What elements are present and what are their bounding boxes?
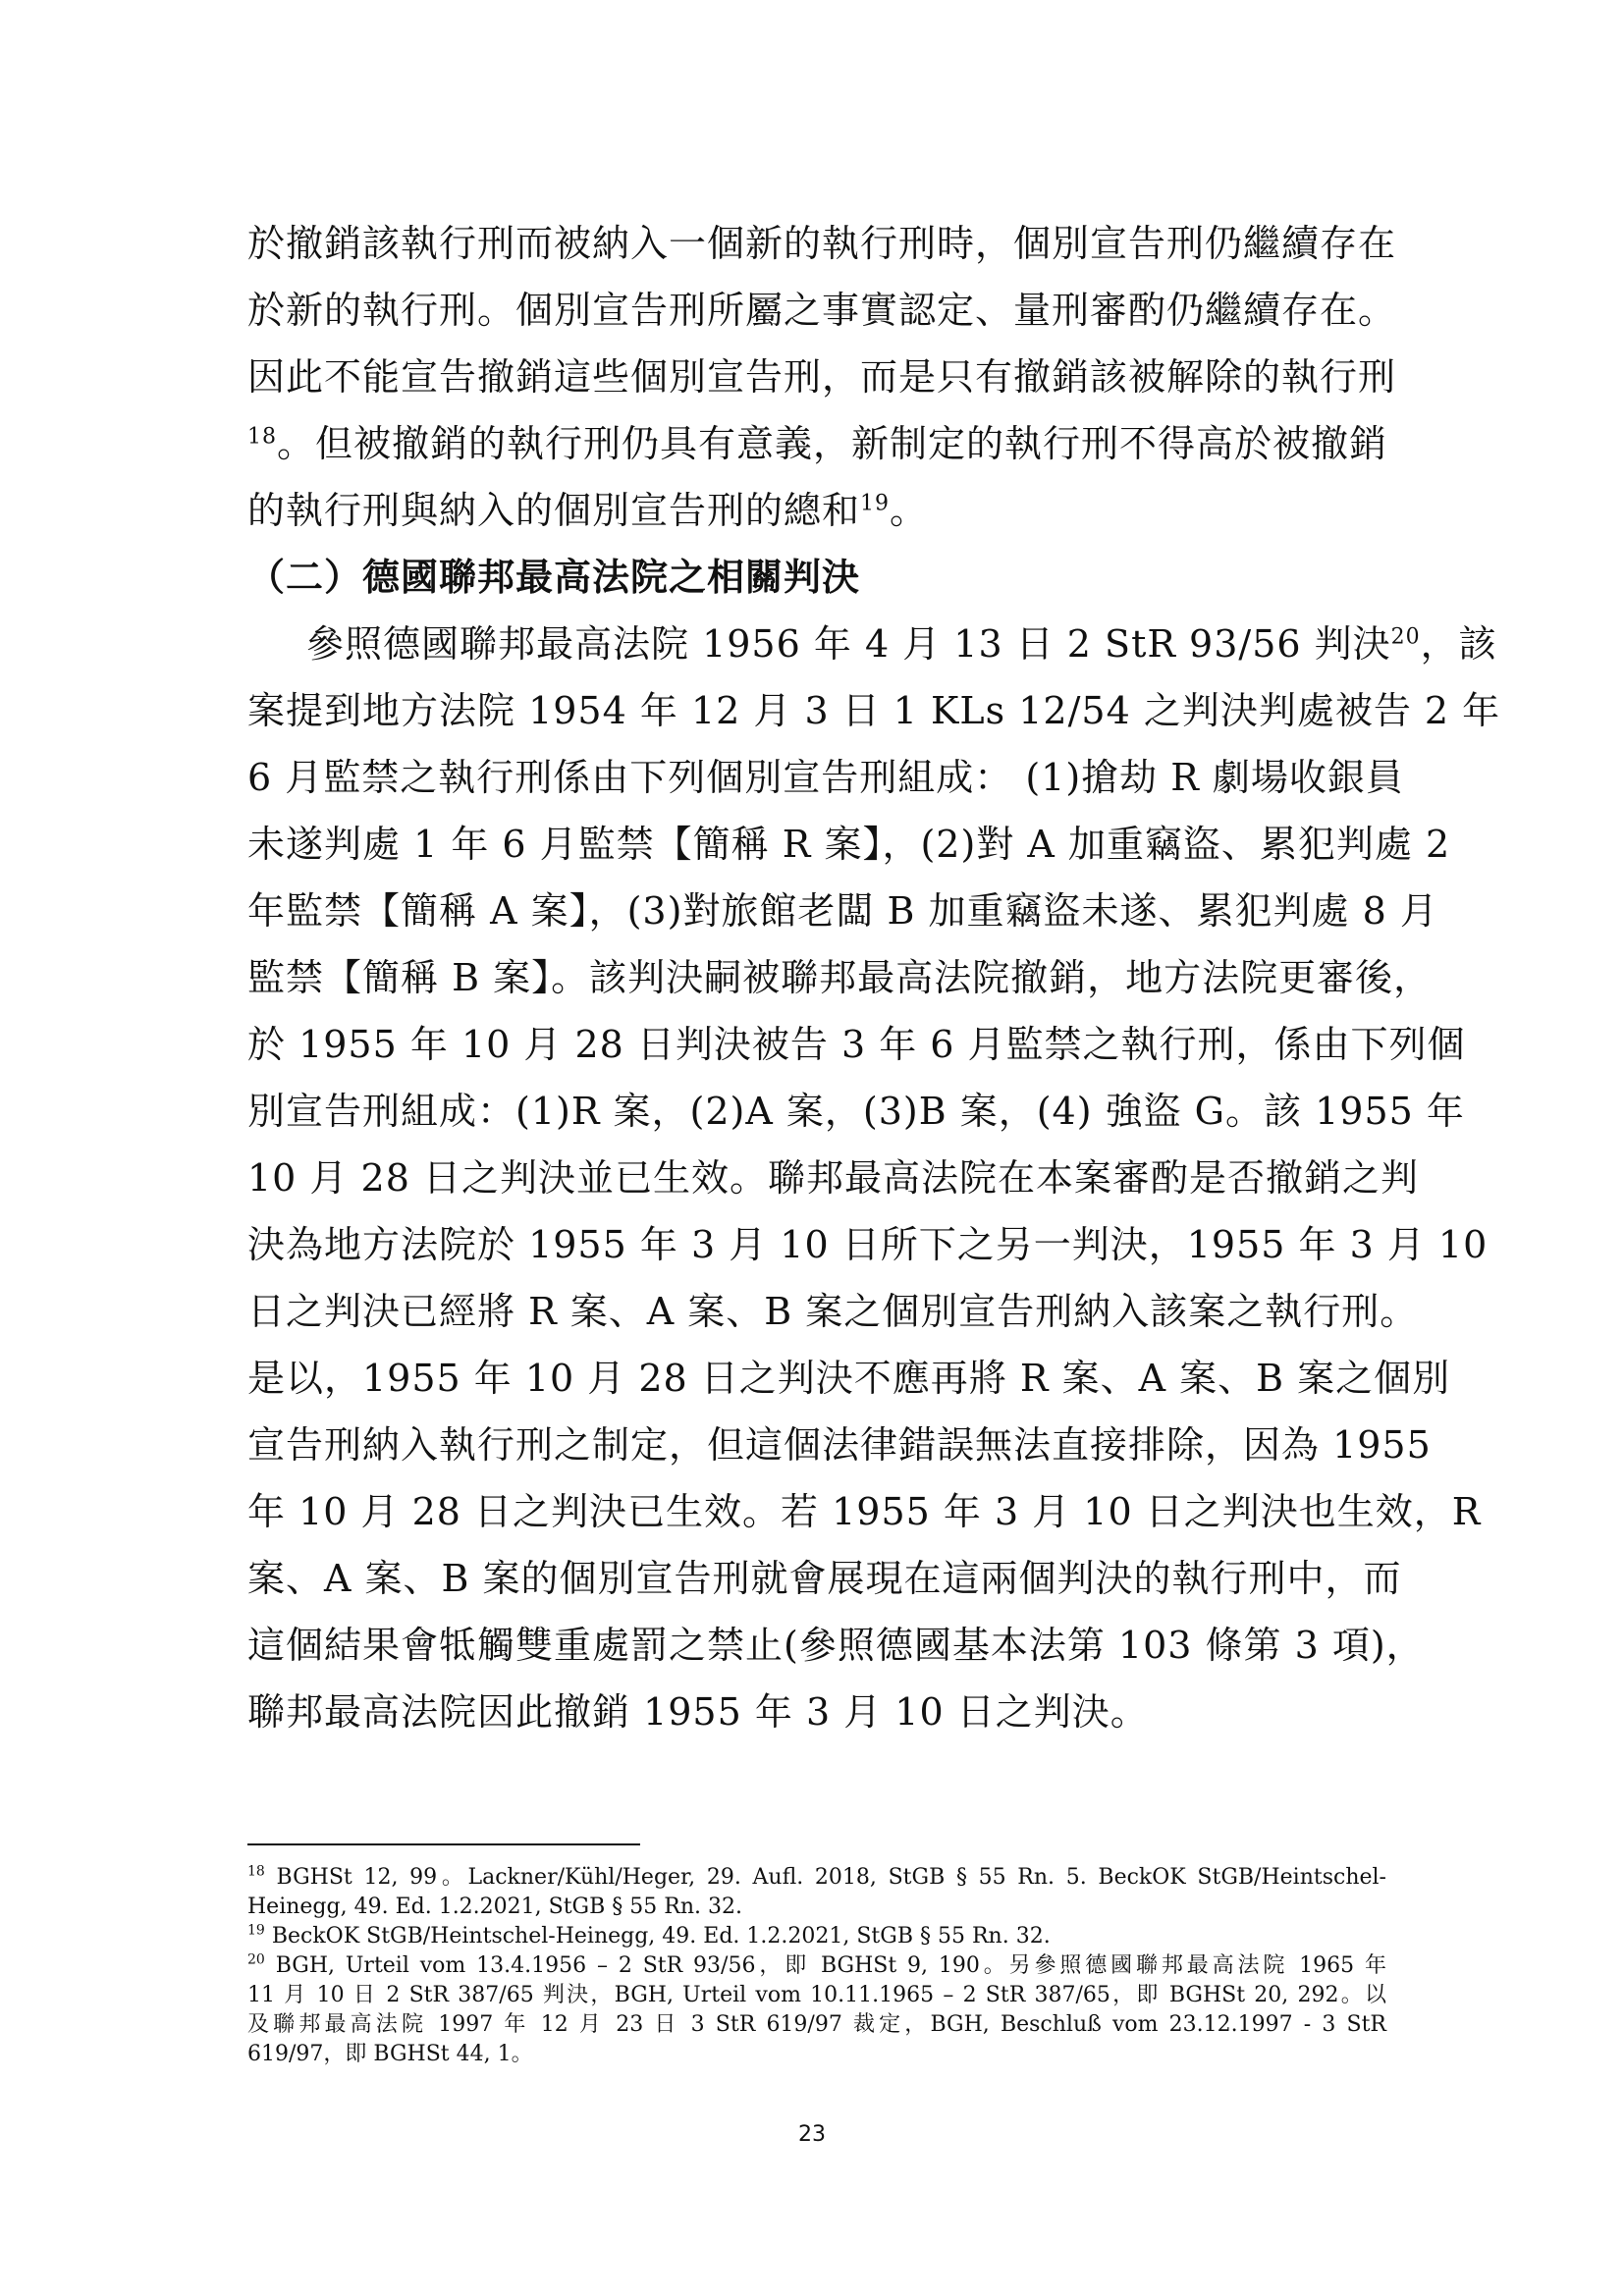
line-text: 。 <box>890 489 929 532</box>
footnote-separator <box>247 1843 640 1845</box>
footnote-ref-18[interactable]: 18 <box>247 424 277 450</box>
footnote-text: BeckOK StGB/Heintschel-Heinegg, 49. Ed. 1.2.2021, StGB § 55 Rn. 32. <box>264 1924 1051 1949</box>
footnote-mark: 19 <box>247 1922 265 1939</box>
paragraph-line: 監禁【簡稱 B 案】。該判決嗣被聯邦最高法院撤銷，地方法院更審後， <box>247 956 1433 999</box>
footnote-mark: 20 <box>247 1951 265 1968</box>
paragraph-line: 於撤銷該執行刑而被納入一個新的執行刑時，個別宣告刑仍繼續存在 <box>247 222 1397 265</box>
paragraph-line: 年 10 月 28 日之判決已生效。若 1955 年 3 月 10 日之判決也生效，R <box>247 1490 1482 1533</box>
section-heading: （二）德國聯邦最高法院之相關判決 <box>247 555 861 599</box>
paragraph-line: 聯邦最高法院因此撤銷 1955 年 3 月 10 日之判決。 <box>247 1690 1149 1734</box>
paragraph-line: 10 月 28 日之判決並已生效。聯邦最高法院在本案審酌是否撤銷之判 <box>247 1156 1419 1200</box>
footnote-ref-19[interactable]: 19 <box>860 491 891 516</box>
main-text <box>247 210 1501 1745</box>
footnote-18 <box>247 1863 1386 1893</box>
paragraph-line: 案、A 案、B 案的個別宣告刑就會展現在這兩個判決的執行刑中，而 <box>247 1557 1402 1600</box>
paragraph-line <box>247 477 1386 544</box>
footnote-20-cont: 及聯邦最高法院 1997 年 12 月 23 日 3 StR 619/97 裁定，BGH, Beschluß vom 23.12.1997 - 3 StR <box>247 2012 1386 2037</box>
footnote-text: BGHSt 12, 99。Lackner/Kühl/Heger, 29. Aufl. 2018, StGB § 55 Rn. 5. BeckOK StGB/Heintschel- <box>264 1865 1386 1890</box>
footnote-18-cont: Heinegg, 49. Ed. 1.2.2021, StGB § 55 Rn. 32. <box>247 1895 742 1919</box>
line-text: ，該 <box>1420 622 1497 666</box>
footnote-19 <box>247 1922 1386 1951</box>
paragraph-line: 6 月監禁之執行刑係由下列個別宣告刑組成： (1)搶劫 R 劇場收銀員 <box>247 756 1404 799</box>
paragraph-line: 未遂判處 1 年 6 月監禁【簡稱 R 案】，(2)對 A 加重竊盜、累犯判處 2 <box>247 823 1451 866</box>
footnote-20 <box>247 1951 1386 1981</box>
page-number: 23 <box>798 2122 826 2147</box>
paragraph-line: 於 1955 年 10 月 28 日判決被告 3 年 6 月監禁之執行刑，係由下列個 <box>247 1023 1466 1066</box>
paragraph-line <box>247 410 1386 477</box>
line-text: 的執行刑與納入的個別宣告刑的總和 <box>247 489 861 532</box>
paragraph-line <box>247 611 1497 677</box>
footnote-ref-20[interactable]: 20 <box>1390 624 1421 650</box>
paragraph-line: 宣告刑納入執行刑之制定，但這個法律錯誤無法直接排除，因為 1955 <box>247 1423 1432 1467</box>
paragraph-line: 是以，1955 年 10 月 28 日之判決不應再將 R 案、A 案、B 案之個別 <box>247 1357 1451 1400</box>
paragraph-line: 別宣告刑組成：(1)R 案，(2)A 案，(3)B 案，(4) 強盜 G。該 1955 年 <box>247 1090 1465 1133</box>
paragraph-line: 於新的執行刑。個別宣告刑所屬之事實認定、量刑審酌仍繼續存在。 <box>247 289 1397 332</box>
paragraph-line: 案提到地方法院 1954 年 12 月 3 日 1 KLs 12/54 之判決判處被告 2 年 <box>247 689 1501 732</box>
footnote-text: BGH, Urteil vom 13.4.1956 – 2 StR 93/56，即 BGHSt 9, 190。另參照德國聯邦最高法院 1965 年 <box>264 1953 1386 1978</box>
footnote-mark: 18 <box>247 1863 265 1880</box>
line-text: 參照德國聯邦最高法院 1956 年 4 月 13 日 2 StR 93/56 判決 <box>306 622 1391 666</box>
line-text: 。但被撤銷的執行刑仍具有意義，新制定的執行刑不得高於被撤銷 <box>277 422 1388 465</box>
paragraph-line: 決為地方法院於 1955 年 3 月 10 日所下之另一判決，1955 年 3 月 10 <box>247 1223 1489 1266</box>
paragraph-line: 這個結果會牴觸雙重處罰之禁止(參照德國基本法第 103 條第 3 項)， <box>247 1624 1425 1667</box>
paragraph-line: 年監禁【簡稱 A 案】，(3)對旅館老闆 B 加重竊盜未遂、累犯判處 8 月 <box>247 889 1438 933</box>
footnote-20-cont: 11 月 10 日 2 StR 387/65 判決，BGH, Urteil vom 10.11.1965 – 2 StR 387/65，即 BGHSt 20, 292。以 <box>247 1983 1386 2007</box>
footnotes <box>247 1863 1386 2069</box>
paragraph-line: 日之判決已經將 R 案、A 案、B 案之個別宣告刑納入該案之執行刑。 <box>247 1290 1419 1333</box>
footnote-20-cont: 619/97，即 BGHSt 44, 1。 <box>247 2042 533 2066</box>
paragraph-line: 因此不能宣告撤銷這些個別宣告刑，而是只有撤銷該被解除的執行刑 <box>247 355 1397 399</box>
